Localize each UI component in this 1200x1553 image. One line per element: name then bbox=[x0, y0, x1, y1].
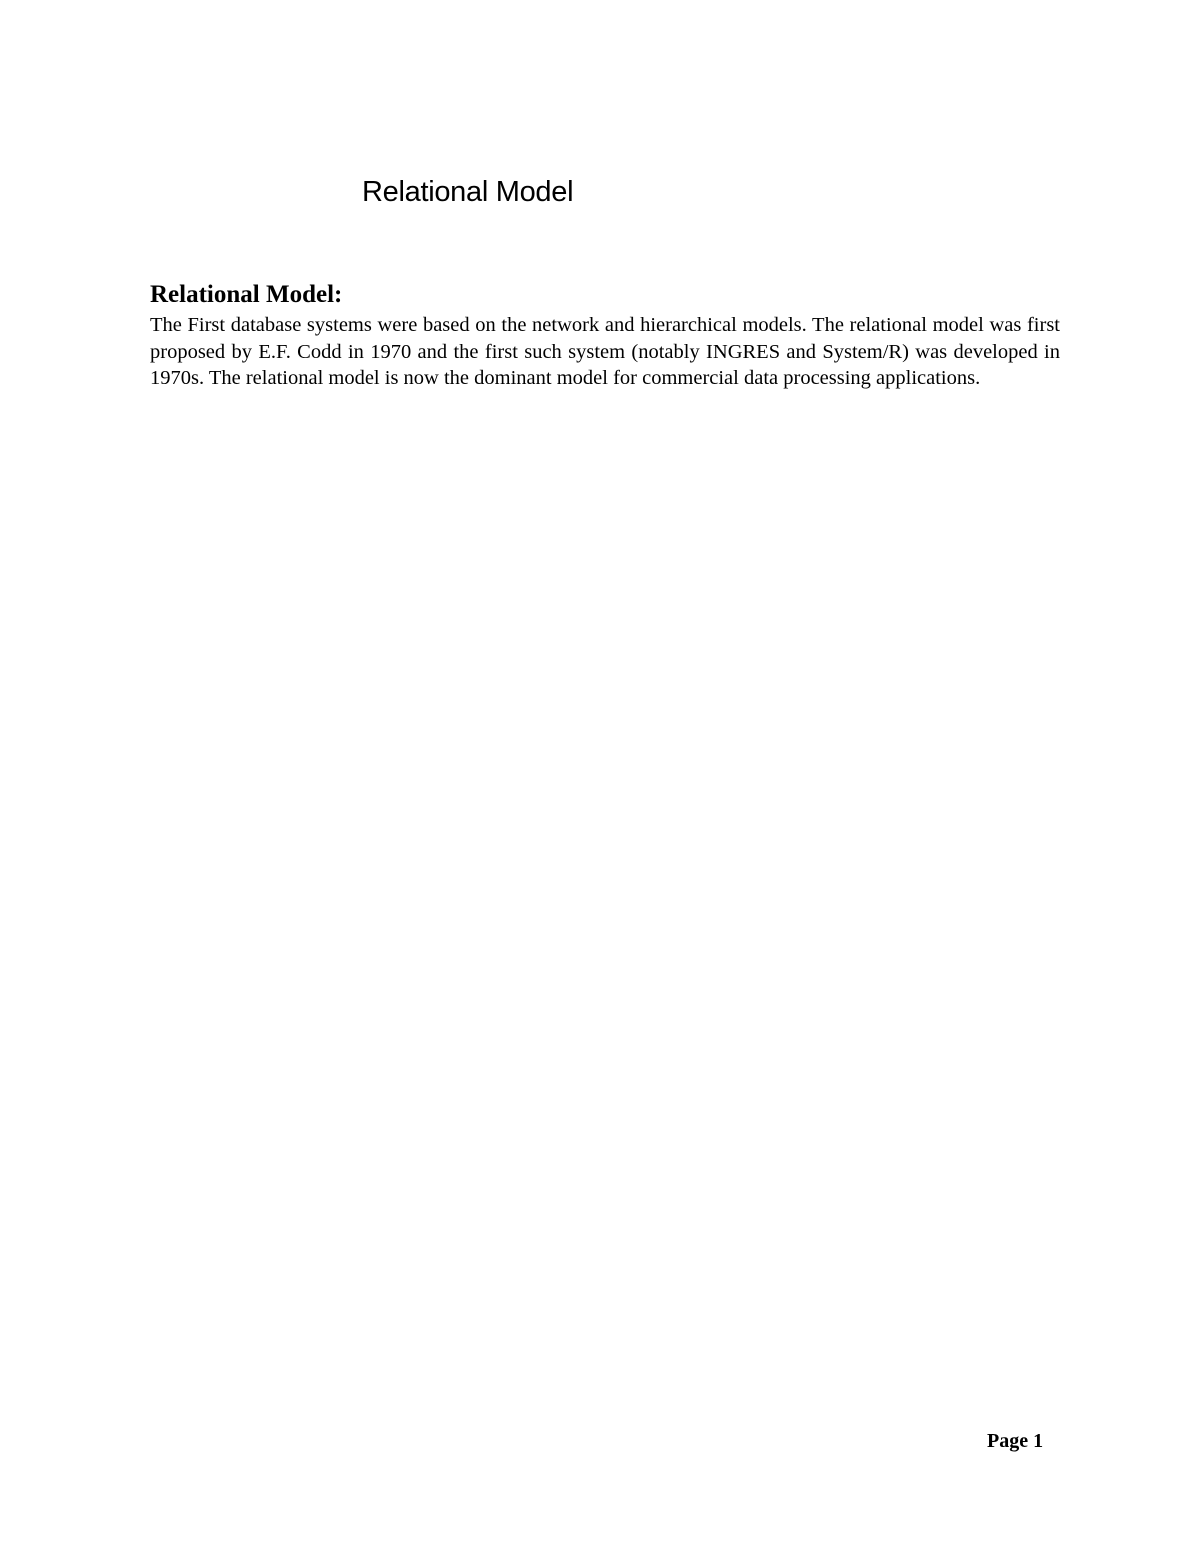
page-number: Page 1 bbox=[987, 1430, 1044, 1452]
section-heading: Relational Model: bbox=[150, 281, 343, 308]
document-title: Relational Model bbox=[362, 176, 574, 208]
body-paragraph: The First database systems were based on the network and hierarchical models. The relational model was first proposed by E.F. Codd in 1970 and the first such system (notably INGRES and System/R) was developed in 1970s. The relational model is now the dominant model for commercial data processing applications. bbox=[150, 314, 1060, 389]
